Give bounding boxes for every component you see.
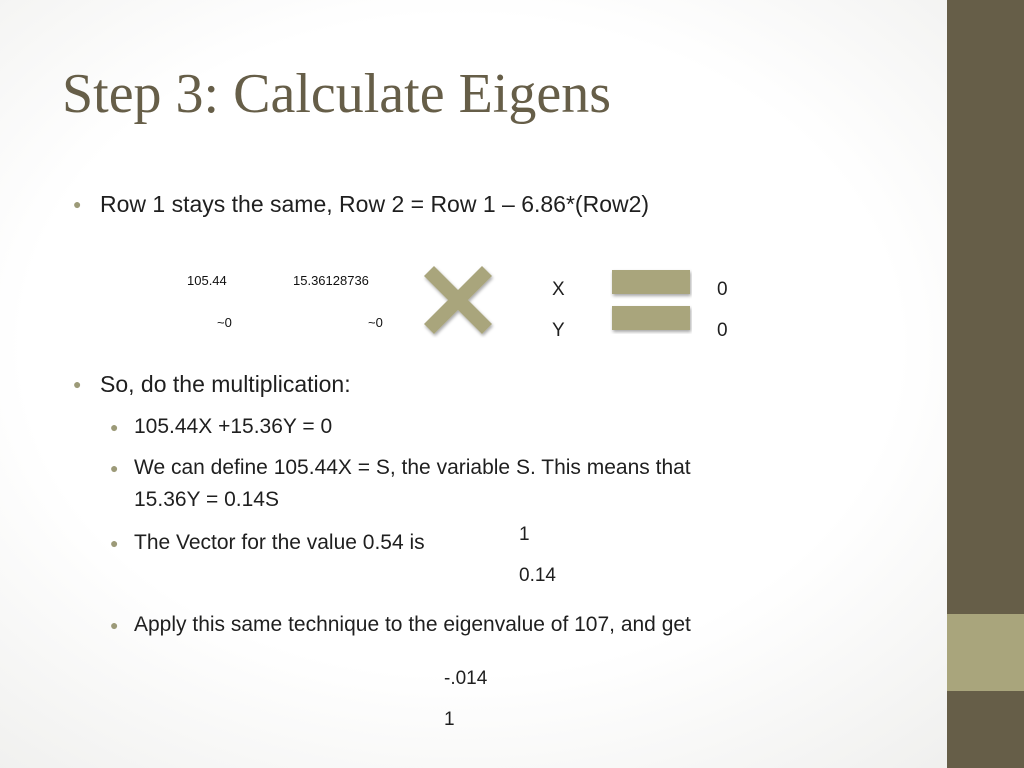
sub-bullet-text: 105.44X +15.36Y = 0 — [134, 415, 333, 438]
bullet-dot: ● — [110, 419, 119, 435]
sub-bullet-text: The Vector for the value 0.54 is — [134, 531, 425, 554]
variable-y: Y — [552, 320, 565, 341]
equals-icon — [610, 268, 692, 334]
bullet-row-1 — [73, 189, 649, 219]
matrix-cell-r1c1: 105.44 — [187, 273, 227, 288]
slide-title: Step 3: Calculate Eigens — [62, 63, 611, 125]
eigenvector-2-row-2: 1 — [444, 709, 455, 730]
result-row-2: 0 — [717, 320, 728, 341]
matrix-cell-r2c2: ~0 — [368, 315, 383, 330]
eigenvector-2-row-1: -.014 — [444, 668, 488, 689]
bullet-dot: ● — [110, 535, 119, 551]
sub-bullet-row-1 — [110, 412, 332, 442]
sidebar-accent-block — [947, 614, 1024, 691]
sub-bullet-text-line1: We can define 105.44X = S, the variable S. This means that — [134, 456, 691, 479]
bullet-text: So, do the multiplication: — [100, 371, 351, 397]
bullet-dot: ● — [110, 460, 119, 476]
bullet-dot: ● — [73, 196, 82, 212]
matrix-cell-r1c2: 15.36128736 — [293, 273, 369, 288]
sub-bullet-row-4 — [110, 610, 691, 640]
eigenvector-1-row-2: 0.14 — [519, 565, 556, 586]
matrix-cell-r2c1: ~0 — [217, 315, 232, 330]
bullet-text: Row 1 stays the same, Row 2 = Row 1 – 6.86*(Row2) — [100, 191, 650, 217]
multiply-icon — [420, 262, 496, 338]
eigenvector-1-row-1: 1 — [519, 524, 530, 545]
bullet-row-2 — [73, 369, 351, 399]
sub-bullet-row-2 — [110, 453, 691, 483]
result-row-1: 0 — [717, 279, 728, 300]
bullet-dot: ● — [73, 376, 82, 392]
sub-bullet-row-3 — [110, 528, 425, 558]
variable-x: X — [552, 279, 565, 300]
bullet-dot: ● — [110, 617, 119, 633]
sub-bullet-text-line2: 15.36Y = 0.14S — [134, 488, 279, 511]
sub-bullet-text: Apply this same technique to the eigenvalue of 107, and get — [134, 613, 691, 636]
